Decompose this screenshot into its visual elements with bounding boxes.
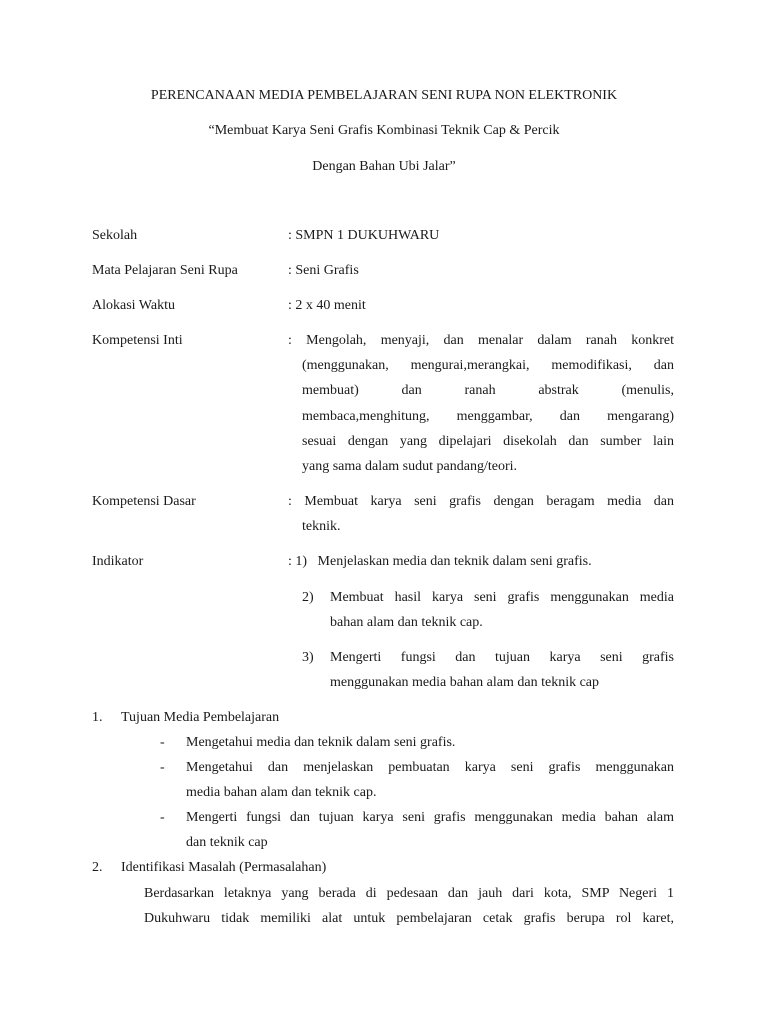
indikator-item-2-line-1: Membuat hasil karya seni grafis menggunakan media	[330, 590, 674, 605]
section-1-bullet-1-line-1: Mengetahui media dan teknik dalam seni grafis.	[186, 735, 456, 750]
section-1-bullet-2-line-2: media bahan alam dan teknik cap.	[186, 785, 377, 800]
section-2-paragraph-line-1: Berdasarkan letaknya yang berada di pedesaan dan jauh dari kota, SMP Negeri 1	[144, 886, 674, 901]
indikator-item-2-number: 2)	[302, 590, 314, 605]
section-2-number: 2.	[92, 860, 103, 875]
indikator-item-3-line-2: menggunakan media bahan alam dan teknik cap	[330, 675, 600, 690]
label-kompetensi-dasar: Kompetensi Dasar	[92, 494, 196, 509]
value-kompetensi-inti-line-6: yang sama dalam sudut pandang/teori.	[302, 459, 517, 474]
section-2-paragraph-line-2: Dukuhwaru tidak memiliki alat untuk pembelajaran cetak grafis berupa rol karet,	[144, 911, 674, 926]
label-mata-pelajaran: Mata Pelajaran Seni Rupa	[92, 263, 238, 278]
value-kompetensi-inti-line-3: membuat) dan ranah abstrak (menulis,	[302, 383, 674, 398]
section-1-number: 1.	[92, 710, 103, 725]
value-kompetensi-inti-line-2: (menggunakan, mengurai,merangkai, memodifikasi, dan	[302, 358, 674, 373]
value-alokasi-waktu: : 2 x 40 menit	[288, 298, 366, 313]
value-kompetensi-inti-line-1: : Mengolah, menyaji, dan menalar dalam ranah konkret	[288, 333, 674, 348]
indikator-item-2-line-2: bahan alam dan teknik cap.	[330, 615, 483, 630]
section-1-bullet-3-dash: -	[160, 810, 165, 825]
document-subtitle-line-2: Dengan Bahan Ubi Jalar”	[312, 159, 456, 174]
section-1-bullet-3-line-2: dan teknik cap	[186, 835, 268, 850]
document-title: PERENCANAAN MEDIA PEMBELAJARAN SENI RUPA NON ELEKTRONIK	[150, 88, 618, 103]
label-kompetensi-inti: Kompetensi Inti	[92, 333, 183, 348]
section-1-bullet-3-line-1: Mengerti fungsi dan tujuan karya seni grafis menggunakan media bahan alam	[186, 810, 674, 825]
indikator-item-1: : 1) Menjelaskan media dan teknik dalam seni grafis.	[288, 554, 592, 569]
label-sekolah: Sekolah	[92, 228, 138, 243]
label-alokasi-waktu: Alokasi Waktu	[92, 298, 175, 313]
label-indikator: Indikator	[92, 554, 144, 569]
indikator-item-3-number: 3)	[302, 650, 314, 665]
section-1-bullet-1-dash: -	[160, 735, 165, 750]
section-1-heading: Tujuan Media Pembelajaran	[121, 710, 280, 725]
section-1-bullet-2-line-1: Mengetahui dan menjelaskan pembuatan karya seni grafis menggunakan	[186, 760, 674, 775]
indikator-item-3-line-1: Mengerti fungsi dan tujuan karya seni grafis	[330, 650, 674, 665]
section-1-bullet-2-dash: -	[160, 760, 165, 775]
value-mata-pelajaran: : Seni Grafis	[288, 263, 359, 278]
value-sekolah: : SMPN 1 DUKUHWARU	[288, 228, 440, 243]
document-subtitle-line-1: “Membuat Karya Seni Grafis Kombinasi Teknik Cap & Percik	[208, 123, 560, 138]
section-2-heading: Identifikasi Masalah (Permasalahan)	[121, 860, 327, 875]
value-kompetensi-dasar-line-2: teknik.	[302, 519, 341, 534]
value-kompetensi-dasar-line-1: : Membuat karya seni grafis dengan beragam media dan	[288, 494, 674, 509]
value-kompetensi-inti-line-4: membaca,menghitung, menggambar, dan mengarang)	[302, 409, 674, 424]
value-kompetensi-inti-line-5: sesuai dengan yang dipelajari disekolah dan sumber lain	[302, 434, 674, 449]
